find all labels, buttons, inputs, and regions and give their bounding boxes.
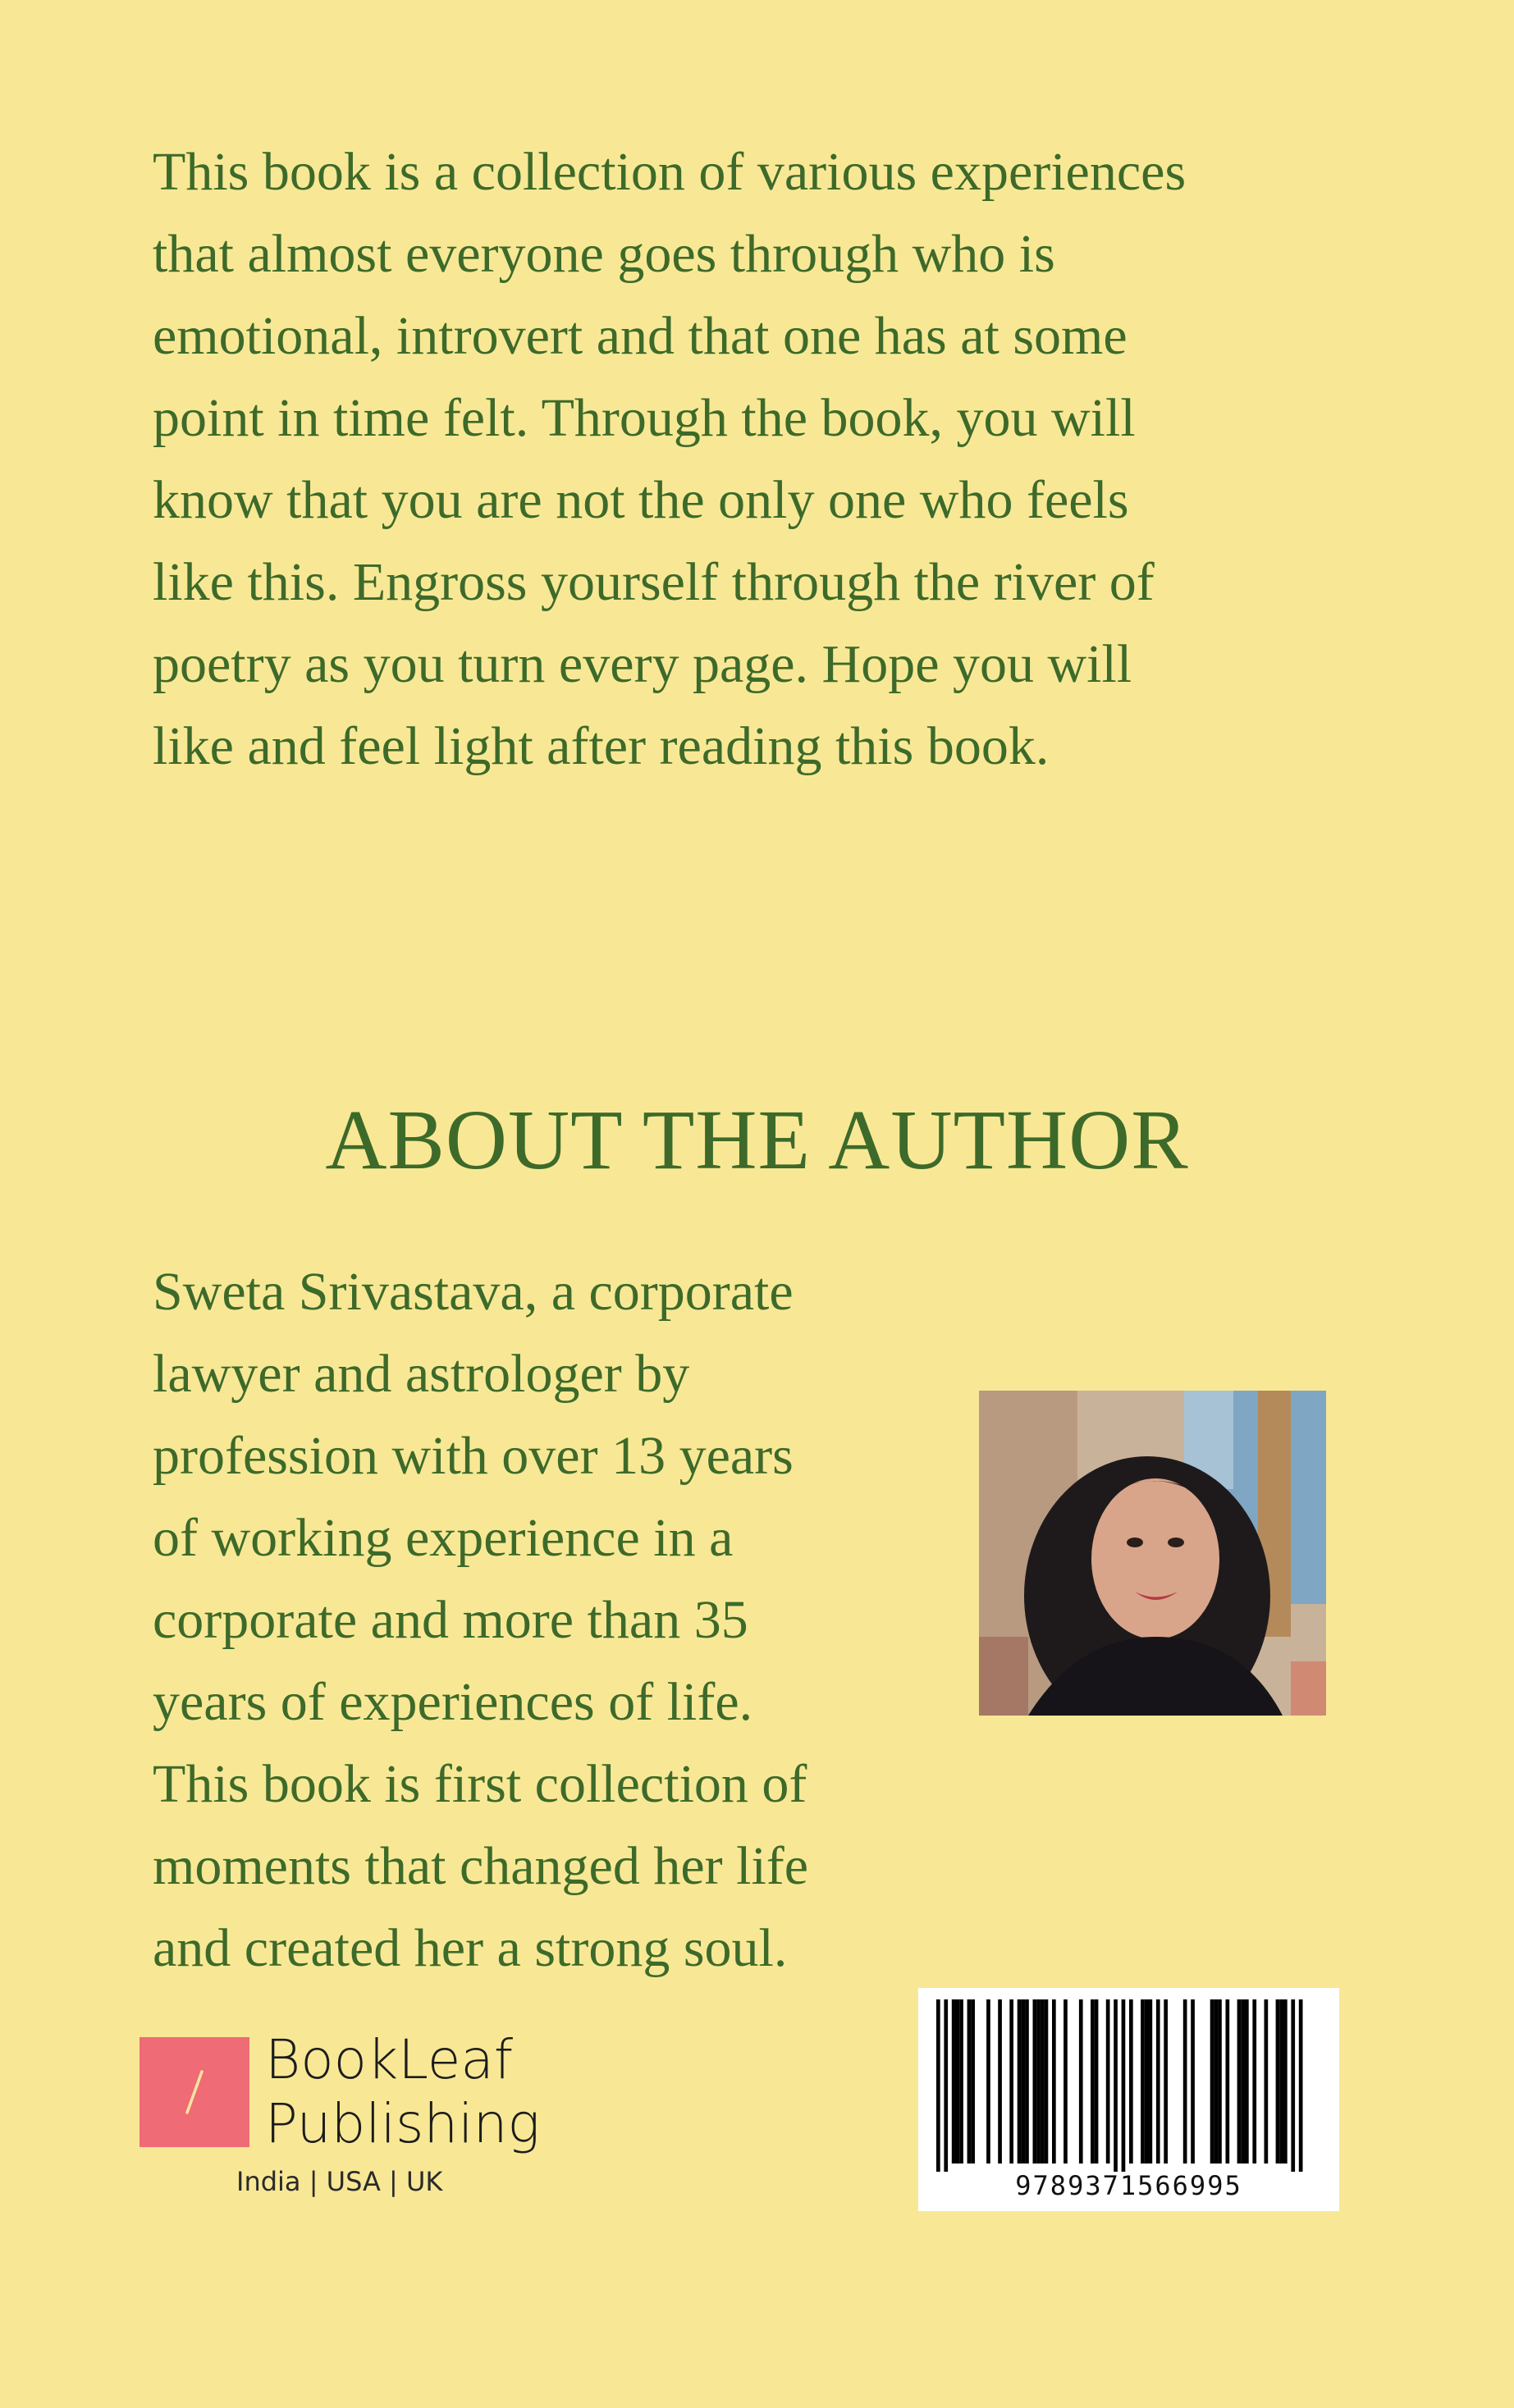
barcode-bar — [1036, 1999, 1041, 2164]
author-bio — [153, 1251, 973, 1990]
barcode-bar — [1018, 1999, 1022, 2164]
barcode-bar — [1279, 1999, 1283, 2164]
barcode-bar — [1265, 1999, 1269, 2164]
barcode-bar — [1183, 1999, 1187, 2164]
barcode-bar — [944, 1999, 948, 2172]
slash-icon — [140, 2037, 249, 2147]
barcode-bar — [1245, 1999, 1249, 2164]
barcode-bar — [1009, 1999, 1013, 2164]
barcode-bar — [1283, 1999, 1288, 2164]
barcode-bar — [1214, 1999, 1218, 2164]
barcode-bar — [1052, 1999, 1056, 2164]
barcode-bar — [1156, 1999, 1160, 2164]
bookleaf-logo-mark — [140, 2037, 249, 2147]
bio-line: lawyer and astrologer by — [153, 1344, 690, 1404]
bio-line: years of experiences of life. — [153, 1672, 753, 1732]
barcode-bar — [1095, 1999, 1099, 2164]
barcode-bar — [1141, 1999, 1145, 2164]
barcode-bar — [1114, 1999, 1118, 2172]
about-the-author-heading: ABOUT THE AUTHOR — [325, 1093, 1189, 1187]
bio-line: and created her a strong soul. — [153, 1918, 788, 1978]
barcode-bar — [1021, 1999, 1025, 2164]
blurb-line: poetry as you turn every page. Hope you will — [153, 634, 1132, 694]
barcode-bar — [1252, 1999, 1256, 2164]
barcode-bar — [1218, 1999, 1222, 2164]
blurb-line: like this. Engross yourself through the river of — [153, 552, 1155, 612]
publisher-name-line2: Publishing — [265, 2092, 541, 2155]
barcode-bar — [1164, 1999, 1168, 2164]
barcode-bar — [971, 1999, 975, 2164]
author-photo — [979, 1391, 1326, 1716]
barcode-bar — [956, 1999, 960, 2164]
bio-line: of working experience in a — [153, 1508, 734, 1568]
blurb-line: like and feel light after reading this book. — [153, 716, 1050, 776]
barcode-bar — [1226, 1999, 1230, 2164]
barcode-bar — [1106, 1999, 1110, 2164]
barcode-bar — [1210, 1999, 1214, 2164]
blurb-line: This book is a collection of various experiences — [153, 142, 1187, 202]
bio-line: moments that changed her life — [153, 1836, 809, 1896]
publisher-name-line1: BookLeaf — [265, 2028, 514, 2091]
blurb-line: that almost everyone goes through who is — [153, 224, 1055, 284]
barcode-bar — [952, 1999, 956, 2164]
barcode-bar — [1276, 1999, 1280, 2164]
bio-line: corporate and more than 35 — [153, 1590, 748, 1650]
barcode-bar — [1063, 1999, 1068, 2164]
barcode-bar — [967, 1999, 972, 2164]
barcode-bar — [1041, 1999, 1045, 2164]
barcode-bar — [1241, 1999, 1245, 2164]
back-cover-blurb — [153, 131, 1384, 788]
barcode-bar — [1091, 1999, 1095, 2164]
bio-line: This book is first collection of — [153, 1754, 807, 1814]
barcode-bar — [936, 1999, 940, 2172]
bio-line: profession with over 13 years — [153, 1426, 794, 1486]
barcode-bar — [1033, 1999, 1037, 2164]
barcode-bar — [1122, 1999, 1126, 2172]
barcode-bar — [959, 1999, 963, 2164]
barcode-bar — [1291, 1999, 1295, 2172]
barcode-bar — [1237, 1999, 1242, 2164]
author-portrait-image — [979, 1391, 1326, 1716]
barcode-bar — [1129, 1999, 1133, 2164]
barcode-bar — [1079, 1999, 1083, 2164]
barcode-bar — [1299, 1999, 1303, 2172]
blurb-line: know that you are not the only one who feels — [153, 470, 1129, 530]
barcode-bar — [998, 1999, 1002, 2164]
barcode-bar — [1145, 1999, 1149, 2164]
blurb-line: emotional, introvert and that one has at some — [153, 306, 1127, 366]
isbn-barcode — [918, 1988, 1339, 2211]
blurb-line: point in time felt. Through the book, you will — [153, 388, 1136, 448]
barcode-bar — [1191, 1999, 1195, 2164]
publisher-countries: India | USA | UK — [236, 2166, 443, 2197]
barcode-bar — [1149, 1999, 1153, 2164]
publisher-name — [265, 2028, 540, 2156]
isbn-number: 9789371566995 — [1015, 2170, 1242, 2201]
bio-line: Sweta Srivastava, a corporate — [153, 1262, 794, 1322]
barcode-bar — [1025, 1999, 1029, 2164]
barcode-bar — [986, 1999, 990, 2164]
barcode-bar — [1045, 1999, 1049, 2164]
